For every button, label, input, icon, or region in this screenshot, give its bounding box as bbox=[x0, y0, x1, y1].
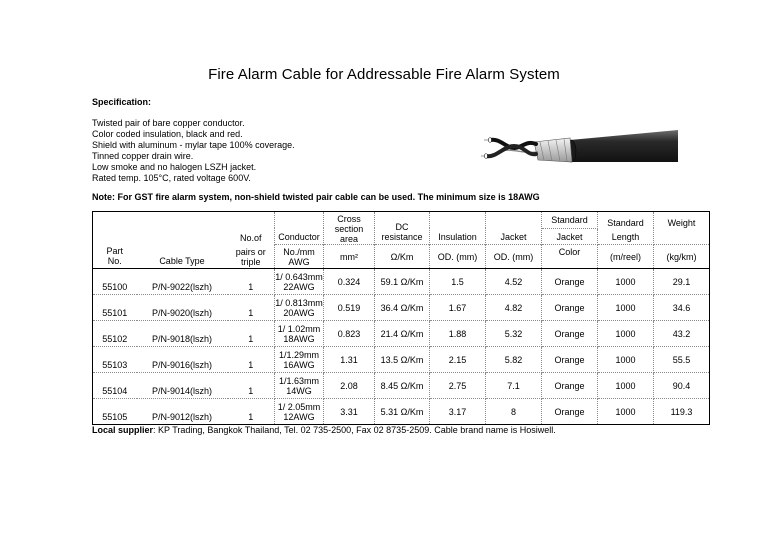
header-cell bbox=[93, 228, 137, 244]
header-pairs-cont bbox=[228, 245, 275, 269]
cell-area: 2.08 bbox=[324, 373, 375, 399]
header-label: AWG bbox=[288, 256, 310, 267]
table-row bbox=[93, 399, 710, 425]
cell-weight: 43.2 bbox=[654, 321, 710, 347]
cell-type: P/N-9014(lszh) bbox=[137, 373, 228, 399]
cell-pairs: 1 bbox=[228, 373, 275, 399]
cell-area: 0.519 bbox=[324, 295, 375, 321]
cell-weight: 29.1 bbox=[654, 269, 710, 295]
table-row bbox=[93, 295, 710, 321]
cell-weight: 55.5 bbox=[654, 347, 710, 373]
cell-insulation: 1.88 bbox=[430, 321, 486, 347]
cell-pairs: 1 bbox=[228, 347, 275, 373]
header-cell bbox=[93, 212, 137, 229]
cell-jacket: 8 bbox=[486, 399, 542, 425]
cell-jacket: 4.52 bbox=[486, 269, 542, 295]
cable-spec-table bbox=[92, 211, 710, 425]
header-standard-jacket: Jacket bbox=[542, 228, 598, 244]
spec-line: Twisted pair of bare copper conductor. bbox=[92, 118, 245, 128]
header-cell bbox=[137, 212, 228, 229]
header-label: triple bbox=[240, 256, 261, 267]
cell-pairs: 1 bbox=[228, 399, 275, 425]
cell-type: P/N-9018(lszh) bbox=[137, 321, 228, 347]
header-jacket: Jacket bbox=[486, 212, 542, 245]
table-row bbox=[93, 321, 710, 347]
cell-insulation: 2.75 bbox=[430, 373, 486, 399]
cell-type: P/N-9016(lszh) bbox=[137, 347, 228, 373]
header-label: pairs or bbox=[235, 246, 266, 257]
header-label: No./mm bbox=[283, 246, 315, 257]
cell-dc: 36.4 Ω/Km bbox=[375, 295, 430, 321]
cell-length: 1000 bbox=[598, 295, 654, 321]
cell-insulation: 3.17 bbox=[430, 399, 486, 425]
local-supplier bbox=[92, 425, 556, 435]
cond-size: 1/1.29mm bbox=[278, 349, 320, 360]
cell-part: 55103 bbox=[93, 347, 137, 373]
header-standard-length bbox=[598, 212, 654, 229]
spec-line: Tinned copper drain wire. bbox=[92, 151, 194, 161]
cell-conductor bbox=[275, 269, 324, 295]
cell-length: 1000 bbox=[598, 373, 654, 399]
cell-pairs: 1 bbox=[228, 269, 275, 295]
header-label: area bbox=[339, 234, 358, 244]
header-cable-type: Cable Type bbox=[137, 245, 228, 269]
cell-length: 1000 bbox=[598, 269, 654, 295]
cell-jacket: 5.32 bbox=[486, 321, 542, 347]
header-length-unit: (m/reel) bbox=[598, 245, 654, 269]
cell-weight: 34.6 bbox=[654, 295, 710, 321]
cell-color: Orange bbox=[542, 295, 598, 321]
cell-type: P/N-9022(lszh) bbox=[137, 269, 228, 295]
header-insulation-unit: OD. (mm) bbox=[430, 245, 486, 269]
cell-conductor bbox=[275, 373, 324, 399]
cond-awg: 18AWG bbox=[283, 333, 315, 344]
cell-type: P/N-9012(lszh) bbox=[137, 399, 228, 425]
header-standard-color-label: Color bbox=[542, 245, 598, 269]
header-dc-unit: Ω/Km bbox=[375, 245, 430, 269]
cell-length: 1000 bbox=[598, 321, 654, 347]
page-title: Fire Alarm Cable for Addressable Fire Alarm System bbox=[208, 66, 560, 83]
header-label: Standard bbox=[607, 218, 644, 228]
table-row bbox=[93, 269, 710, 295]
supplier-label: Local supplier bbox=[92, 425, 154, 435]
cond-size: 1/ 0.643mm bbox=[275, 271, 323, 282]
specification-heading: Specification: bbox=[92, 97, 152, 107]
cell-dc: 8.45 Ω/Km bbox=[375, 373, 430, 399]
header-cell bbox=[137, 228, 228, 244]
spec-line: Rated temp. 105°C, rated voltage 600V. bbox=[92, 173, 251, 183]
cell-dc: 59.1 Ω/Km bbox=[375, 269, 430, 295]
header-cell bbox=[275, 212, 324, 229]
header-dc-resistance bbox=[375, 212, 430, 245]
cell-color: Orange bbox=[542, 321, 598, 347]
cell-length: 1000 bbox=[598, 399, 654, 425]
header-label: DC bbox=[395, 222, 409, 232]
cell-part: 55102 bbox=[93, 321, 137, 347]
header-label: Part bbox=[106, 246, 123, 256]
header-standard-color: Standard bbox=[542, 212, 598, 229]
cell-insulation: 1.67 bbox=[430, 295, 486, 321]
spec-line: Color coded insulation, black and red. bbox=[92, 129, 243, 139]
cond-size: 1/ 2.05mm bbox=[277, 401, 321, 412]
cell-length: 1000 bbox=[598, 347, 654, 373]
header-length: Length bbox=[598, 228, 654, 244]
cond-size: 1/ 1.02mm bbox=[277, 323, 321, 334]
header-conductor: Conductor bbox=[275, 228, 324, 244]
spec-line: Low smoke and no halogen LSZH jacket. bbox=[92, 162, 257, 172]
cell-conductor bbox=[275, 295, 324, 321]
cell-conductor bbox=[275, 347, 324, 373]
cond-awg: 22AWG bbox=[283, 281, 315, 292]
header-jacket-unit: OD. (mm) bbox=[486, 245, 542, 269]
cell-color: Orange bbox=[542, 347, 598, 373]
cond-awg: 14WG bbox=[286, 385, 312, 396]
cell-part: 55105 bbox=[93, 399, 137, 425]
cond-awg: 20AWG bbox=[283, 307, 315, 318]
header-cell bbox=[228, 212, 275, 229]
cell-color: Orange bbox=[542, 269, 598, 295]
header-weight-unit: (kg/km) bbox=[654, 245, 710, 269]
foil-shield bbox=[534, 138, 572, 162]
header-conductor-unit bbox=[275, 245, 324, 269]
cell-dc: 21.4 Ω/Km bbox=[375, 321, 430, 347]
header-cross-section bbox=[324, 212, 375, 245]
cable-illustration bbox=[478, 118, 678, 170]
cell-pairs: 1 bbox=[228, 321, 275, 347]
cell-dc: 5.31 Ω/Km bbox=[375, 399, 430, 425]
note-text: Note: For GST fire alarm system, non-shield twisted pair cable can be used. The minimum size is 18AWG bbox=[92, 192, 540, 202]
cell-area: 3.31 bbox=[324, 399, 375, 425]
cell-jacket: 7.1 bbox=[486, 373, 542, 399]
header-cell bbox=[654, 228, 710, 244]
cond-awg: 16AWG bbox=[283, 359, 315, 370]
cell-type: P/N-9020(lszh) bbox=[137, 295, 228, 321]
cond-size: 1/ 0.813mm bbox=[275, 297, 323, 308]
cell-weight: 119.3 bbox=[654, 399, 710, 425]
spec-line: Shield with aluminum - mylar tape 100% coverage. bbox=[92, 140, 295, 150]
header-part-no bbox=[93, 245, 137, 269]
header-cross-unit: mm² bbox=[324, 245, 375, 269]
cell-color: Orange bbox=[542, 399, 598, 425]
cond-size: 1/1.63mm bbox=[278, 375, 320, 386]
jacket-shape bbox=[570, 130, 678, 162]
cell-color: Orange bbox=[542, 373, 598, 399]
header-pairs bbox=[228, 228, 275, 244]
cell-area: 0.324 bbox=[324, 269, 375, 295]
cell-insulation: 2.15 bbox=[430, 347, 486, 373]
cell-conductor bbox=[275, 321, 324, 347]
cell-dc: 13.5 Ω/Km bbox=[375, 347, 430, 373]
cell-part: 55104 bbox=[93, 373, 137, 399]
header-label: Weight bbox=[667, 218, 696, 228]
specification-list bbox=[92, 118, 295, 184]
supplier-text: : KP Trading, Bangkok Thailand, Tel. 02 735-2500, Fax 02 8735-2509. Cable brand name is Hosiwell. bbox=[153, 425, 556, 435]
table-row bbox=[93, 347, 710, 373]
cell-jacket: 5.82 bbox=[486, 347, 542, 373]
cond-awg: 12AWG bbox=[283, 411, 315, 422]
cell-area: 1.31 bbox=[324, 347, 375, 373]
header-label: No.of bbox=[239, 232, 262, 243]
header-label: No. bbox=[107, 256, 122, 266]
cell-conductor bbox=[275, 399, 324, 425]
cell-insulation: 1.5 bbox=[430, 269, 486, 295]
header-label: resistance bbox=[381, 232, 423, 242]
cell-weight: 90.4 bbox=[654, 373, 710, 399]
header-weight bbox=[654, 212, 710, 229]
cell-part: 55101 bbox=[93, 295, 137, 321]
header-insulation: Insulation bbox=[430, 212, 486, 245]
cell-area: 0.823 bbox=[324, 321, 375, 347]
header-label: Cross bbox=[337, 214, 361, 224]
cell-jacket: 4.82 bbox=[486, 295, 542, 321]
table-row bbox=[93, 373, 710, 399]
cell-part: 55100 bbox=[93, 269, 137, 295]
cell-pairs: 1 bbox=[228, 295, 275, 321]
header-label: section bbox=[334, 224, 364, 234]
